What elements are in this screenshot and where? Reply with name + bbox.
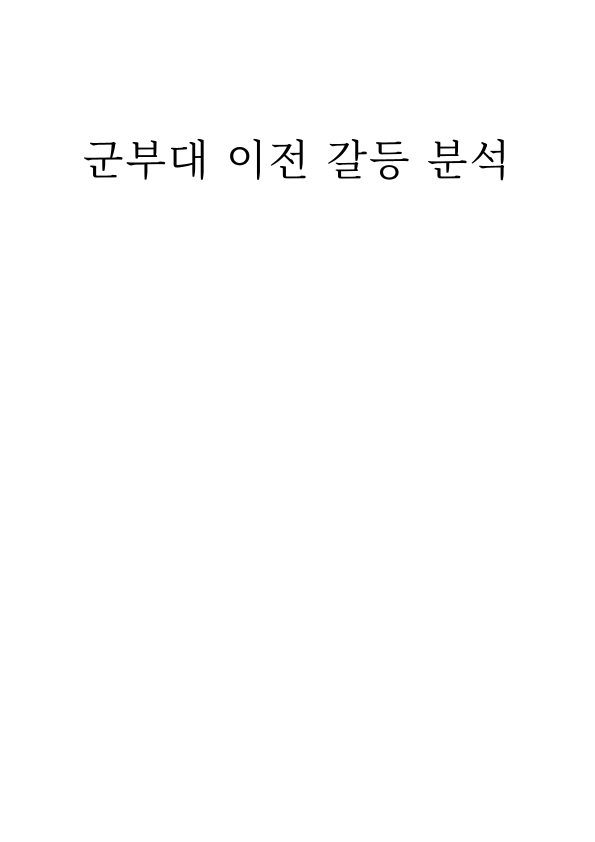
text-line [110, 524, 510, 541]
text-line [110, 694, 510, 711]
text-line [110, 575, 510, 592]
text-line [110, 592, 510, 609]
text-line [88, 236, 508, 253]
text-line [110, 609, 510, 626]
text-line [88, 338, 508, 355]
text-line [110, 745, 510, 762]
text-line [88, 423, 508, 440]
text-line [88, 372, 508, 389]
text-line [88, 406, 508, 423]
text-line [110, 541, 510, 558]
text-line [110, 677, 510, 694]
text-line [110, 660, 510, 677]
text-line [110, 507, 510, 524]
text-line [88, 287, 508, 304]
text-line [88, 389, 508, 406]
text-line [110, 626, 510, 643]
text-line [110, 490, 510, 507]
document-title: 군부대 이전 갈등 분석 [82, 136, 513, 185]
text-line [88, 304, 508, 321]
text-line [110, 558, 510, 575]
text-line [110, 728, 510, 745]
text-line [110, 643, 510, 660]
text-line [88, 270, 508, 287]
text-line [88, 321, 508, 338]
text-line [88, 355, 508, 372]
text-line [88, 253, 508, 270]
text-line [110, 711, 510, 728]
